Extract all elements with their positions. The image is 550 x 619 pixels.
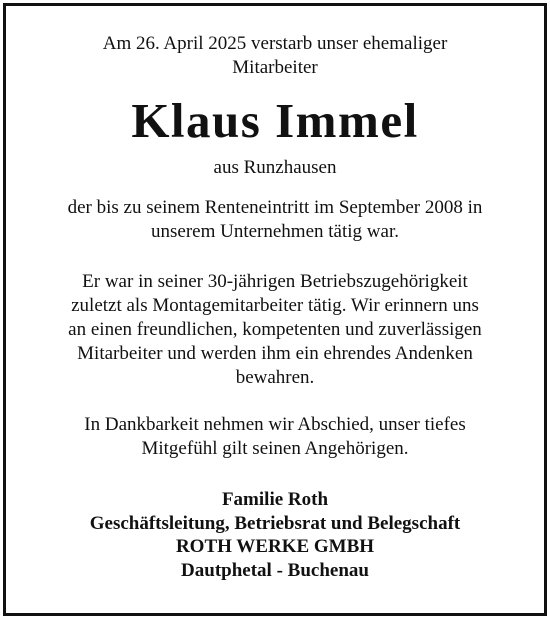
signature-line: ROTH WERKE GMBH — [175, 536, 375, 557]
signature-line: Familie Roth — [221, 489, 329, 510]
paragraph-line: Mitgefühl gilt seinen Angehörigen. — [141, 438, 409, 459]
intro-line: Mitarbeiter — [232, 57, 318, 78]
paragraph-line: In Dankbarkeit nehmen wir Abschied, unser tiefes — [84, 414, 466, 435]
paragraph-line: der bis zu seinem Renteneintritt im September 2008 in — [67, 197, 483, 218]
signature-block — [0, 488, 550, 582]
paragraph-line: Mitarbeiter und werden ihm ein ehrendes Andenken — [77, 343, 473, 364]
paragraph-line: bewahren. — [235, 367, 315, 388]
origin-text: aus Runzhausen — [213, 157, 337, 178]
paragraph-employment — [0, 196, 550, 244]
paragraph-line: unserem Unternehmen tätig war. — [151, 221, 399, 242]
paragraph-line: Er war in seiner 30-jährigen Betriebszugehörigkeit — [82, 271, 468, 292]
intro-text — [0, 32, 550, 80]
paragraph-line: an einen freundlichen, kompetenten und zuverlässigen — [68, 319, 482, 340]
paragraph-condolence — [0, 413, 550, 461]
paragraph-line: zuletzt als Montagemitarbeiter tätig. Wir erinnern uns — [71, 295, 479, 316]
paragraph-tribute — [0, 270, 550, 390]
signature-line: Dautphetal - Buchenau — [181, 559, 369, 581]
deceased-name: Klaus Immel — [131, 93, 419, 148]
signature-line: Geschäftsleitung, Betriebsrat und Belegschaft — [89, 512, 461, 534]
intro-line: Am 26. April 2025 verstarb unser ehemaliger — [102, 33, 448, 54]
